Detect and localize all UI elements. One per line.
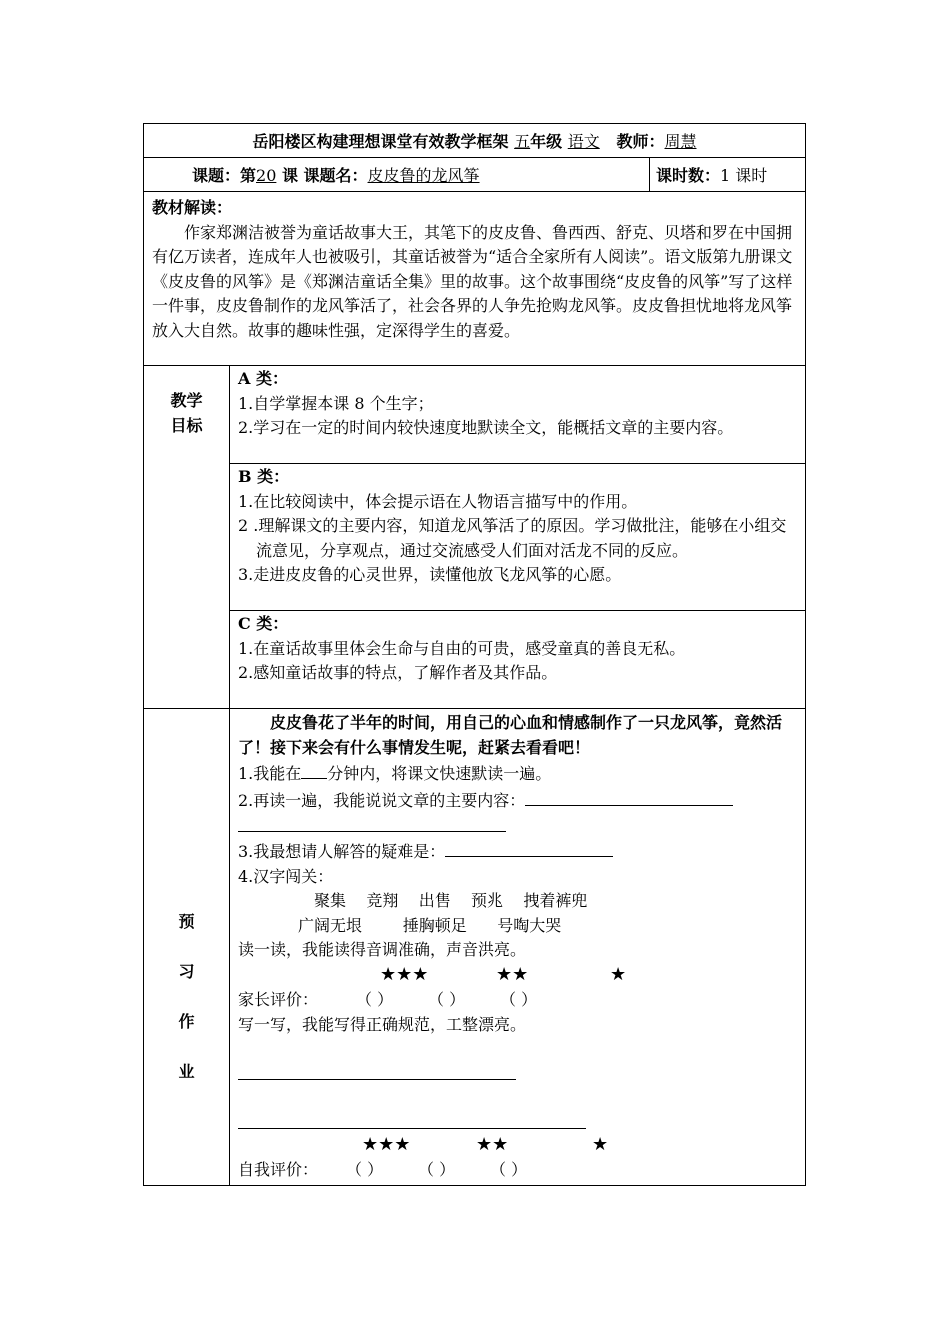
goals-c-heading: C 类： <box>238 614 289 633</box>
goals-label-cell <box>144 366 230 709</box>
subject-value: 语文 <box>567 132 600 151</box>
homework-q4: 4.汉字闯关： <box>238 866 334 886</box>
goals-a-row <box>144 366 806 464</box>
goals-b-row <box>144 464 806 611</box>
lesson-hours-cell <box>650 158 806 192</box>
q2-answer-line[interactable] <box>238 813 506 832</box>
q2-answer-blank[interactable] <box>525 787 733 806</box>
goals-c-cell <box>230 611 806 709</box>
homework-cell <box>230 709 806 1186</box>
teacher-value: 周慧 <box>664 132 697 151</box>
self-eval-row <box>238 1158 797 1183</box>
q3-text: 3.我最想请人解答的疑难是： <box>238 842 446 861</box>
homework-label-cell <box>144 709 230 1186</box>
self-eval-label: 自我评价： <box>238 1160 319 1179</box>
title-row <box>144 124 806 158</box>
parent-eval-label: 家长评价： <box>238 989 319 1009</box>
homework-label-char: 预 <box>178 912 195 931</box>
q1-prefix: 1.我能在 <box>238 764 302 783</box>
goals-a-heading: A 类： <box>238 369 288 388</box>
self-eval-box[interactable]: （ ） <box>490 1160 528 1179</box>
homework-label-char: 习 <box>178 962 195 981</box>
write-task: 写一写，我能写得正确规范，工整漂亮。 <box>238 1014 527 1034</box>
homework-row <box>144 709 806 1186</box>
write-line-1[interactable] <box>238 1061 516 1080</box>
grade-suffix: 年级 <box>530 132 563 151</box>
title-text: 岳阳楼区构建理想课堂有效教学框架 <box>252 132 509 151</box>
q3-answer-blank[interactable] <box>445 838 613 857</box>
homework-label-char: 业 <box>178 1062 195 1081</box>
q2-text: 2.再读一遍，我能说说文章的主要内容： <box>238 790 526 810</box>
goals-label-line2: 目标 <box>170 416 203 435</box>
lesson-name: 皮皮鲁的龙风筝 <box>367 166 480 185</box>
goals-a-item: 1.自学掌握本课 8 个生字； <box>238 393 434 413</box>
three-star-icon: ★★★ <box>362 1134 411 1155</box>
three-star-icon: ★★★ <box>380 963 429 985</box>
q1-minutes-blank[interactable] <box>301 760 327 779</box>
goals-c-item: 1.在童话故事里体会生命与自由的可贵，感受童真的善良无私。 <box>238 638 686 658</box>
goals-c-row <box>144 611 806 709</box>
write-star-row <box>238 1133 797 1158</box>
goals-b-item: 1.在比较阅读中，体会提示语在人物语言描写中的作用。 <box>238 491 638 511</box>
hours-value: 1 课时 <box>720 166 768 185</box>
homework-q3 <box>238 838 797 865</box>
self-eval-box[interactable]: （ ） <box>418 1160 456 1179</box>
goals-b-cell <box>230 464 806 611</box>
material-heading: 教材解读： <box>152 198 233 217</box>
parent-eval-box[interactable]: （ ） <box>356 989 394 1009</box>
character-words-row1: 聚集 竞翔 出售 预兆 拽着裤兜 <box>314 891 588 910</box>
one-star-icon: ★ <box>610 963 627 985</box>
homework-q2 <box>238 787 797 814</box>
read-star-row <box>238 963 797 988</box>
material-row <box>144 192 806 366</box>
lesson-plan-table <box>143 123 806 1186</box>
goals-b-heading: B 类： <box>238 467 290 486</box>
q1-suffix: 分钟内，将课文快速默读一遍。 <box>327 764 552 783</box>
document-title <box>144 124 806 158</box>
teacher-label: 教师： <box>616 132 665 151</box>
topic-label: 课题：第 <box>192 166 257 185</box>
parent-eval-row <box>238 988 797 1013</box>
homework-q1 <box>238 760 797 787</box>
goals-label-line1: 教学 <box>170 391 203 410</box>
write-line-2[interactable] <box>238 1110 586 1129</box>
two-star-icon: ★★ <box>476 1134 509 1155</box>
two-star-icon: ★★ <box>496 963 529 985</box>
hours-label: 课时数： <box>656 166 721 185</box>
character-words-row2: 广阔无垠 捶胸顿足 号啕大哭 <box>298 915 562 935</box>
lesson-row <box>144 158 806 192</box>
goals-c-item: 2.感知童话故事的特点，了解作者及其作品。 <box>238 663 558 682</box>
lesson-number: 20 <box>256 166 277 185</box>
material-cell <box>144 192 806 366</box>
homework-label-char: 作 <box>178 1012 195 1031</box>
lesson-name-label: 课 课题名： <box>281 166 368 185</box>
parent-eval-box[interactable]: （ ） <box>500 989 538 1009</box>
lesson-topic-cell <box>144 158 650 192</box>
parent-eval-box[interactable]: （ ） <box>428 989 466 1009</box>
one-star-icon: ★ <box>592 1134 609 1155</box>
read-aloud-task: 读一读，我能读得音调准确，声音洪亮。 <box>238 940 527 959</box>
goals-b-item: 2 .理解课文的主要内容，知道龙风筝活了的原因。学习做批注，能够在小组交流意见，分享观点，通过交流感受人们面对活龙不同的反应。 <box>238 516 787 560</box>
goals-a-cell <box>230 366 806 464</box>
goals-b-item: 3.走进皮皮鲁的心灵世界，读懂他放飞龙风筝的心愿。 <box>238 565 622 584</box>
goals-a-item: 2.学习在一定的时间内较快速度地默读全文，能概括文章的主要内容。 <box>238 418 734 437</box>
material-body: 作家郑渊洁被誉为童话故事大王，其笔下的皮皮鲁、鲁西西、舒克、贝塔和罗在中国拥有亿万读者，连成年人也被吸引，其童话被誉为“适合全家所有人阅读”。语文版第九册课文《皮皮鲁的风筝》是《郑渊洁童话全集》里的故事。这个故事围绕“皮皮鲁的风筝”写了这样一件事，皮皮鲁制作的龙风筝活了，社会各界的人争先抢购龙风筝。皮皮鲁担忧地将龙风筝放入大自然。故事的趣味性强，定深得学生的喜爱。 <box>152 222 793 340</box>
homework-intro: 皮皮鲁花了半年的时间，用自己的心血和情感制作了一只龙风筝，竟然活了！接下来会有什么事情发生呢，赶紧去看看吧！ <box>238 713 783 757</box>
grade-value: 五 <box>514 132 531 151</box>
self-eval-box[interactable]: （ ） <box>346 1160 384 1179</box>
